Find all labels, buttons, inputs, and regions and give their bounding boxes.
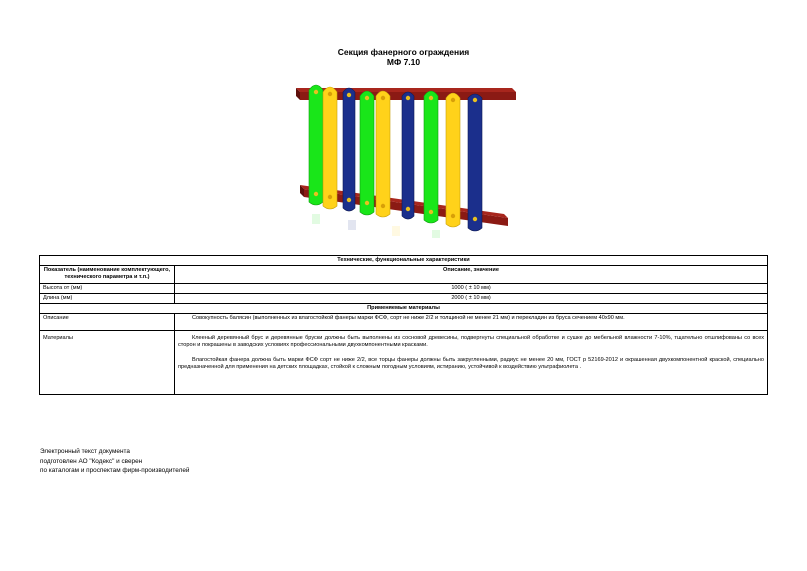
footer-line-2: подготовлен АО "Кодекс" и сверен [40,457,143,465]
table-row [40,314,768,331]
value-description [175,314,768,331]
column-header-parameter: Показатель (наименование комплектующего, технического параметра и т.п.) [40,266,175,283]
fence-illustration [296,78,516,240]
footer-note [40,447,189,476]
materials-text-1: Клееный деревянный брус и деревянные бруски должны быть выполнены из сосновой древесины, подвергнуты специальной обработке и сушке до мебельной влажности 7-10%, тщательно отшлифованы со всех сторон и покрашены в заводских условиях профессиональными двухкомпонентными красками. [178,335,764,349]
table-row [40,331,768,395]
specifications-table [39,255,768,395]
footer-line-3: по каталогам и проспектам фирм-производителей [40,467,190,474]
picket-7-green [424,91,438,223]
fence-reflection [312,214,440,238]
param-height: Высота от (мм) [40,283,175,293]
picket-3-blue [343,88,355,211]
picket-1-green [309,85,323,205]
picket-6-blue [402,92,414,219]
value-height: 1000 ( ± 10 мм) [175,283,768,293]
value-length: 2000 ( ± 10 мм) [175,293,768,303]
picket-5-yellow [376,91,390,217]
materials-text-2: Влагостойкая фанера должна быть марки ФСФ сорт не ниже 2/2, все торцы фанеры должны быть закругленными, радиус не менее 20 мм, ГОСТ р 52169-2012 и окрашенная двухкомпонентной краской, специально предназначенной для применения на детских площадках, стойкой к сложным погодным условиям, истиранию, устойчивой к воздействию ультрафиолета . [178,356,764,370]
column-header-value: Описание, значение [175,266,768,283]
picket-2-yellow [323,87,337,209]
picket-4-green [360,91,374,215]
value-materials [175,331,768,395]
section-title-characteristics: Технические, функциональные характеристики [40,256,768,266]
picket-9-blue [468,94,482,231]
section-title-materials: Применяемые материалы [40,304,768,314]
description-text: Совокупность балясин (выполненных из влагостойкой фанеры марки ФСФ, сорт не ниже 2/2 и толщиной не менее 21 мм) и перекладин из бруса сечением 40х90 мм. [192,315,625,322]
param-description: Описание [40,314,175,331]
document-subtitle: МФ 7.10 [386,57,421,67]
param-length: Длина (мм) [40,293,175,303]
table-row [40,293,768,303]
table-row [40,283,768,293]
footer-line-1: Электронный текст документа [40,448,130,455]
picket-8-yellow [446,93,460,227]
document-title: Секция фанерного ограждения [337,47,470,57]
param-materials: Материалы [40,331,175,395]
